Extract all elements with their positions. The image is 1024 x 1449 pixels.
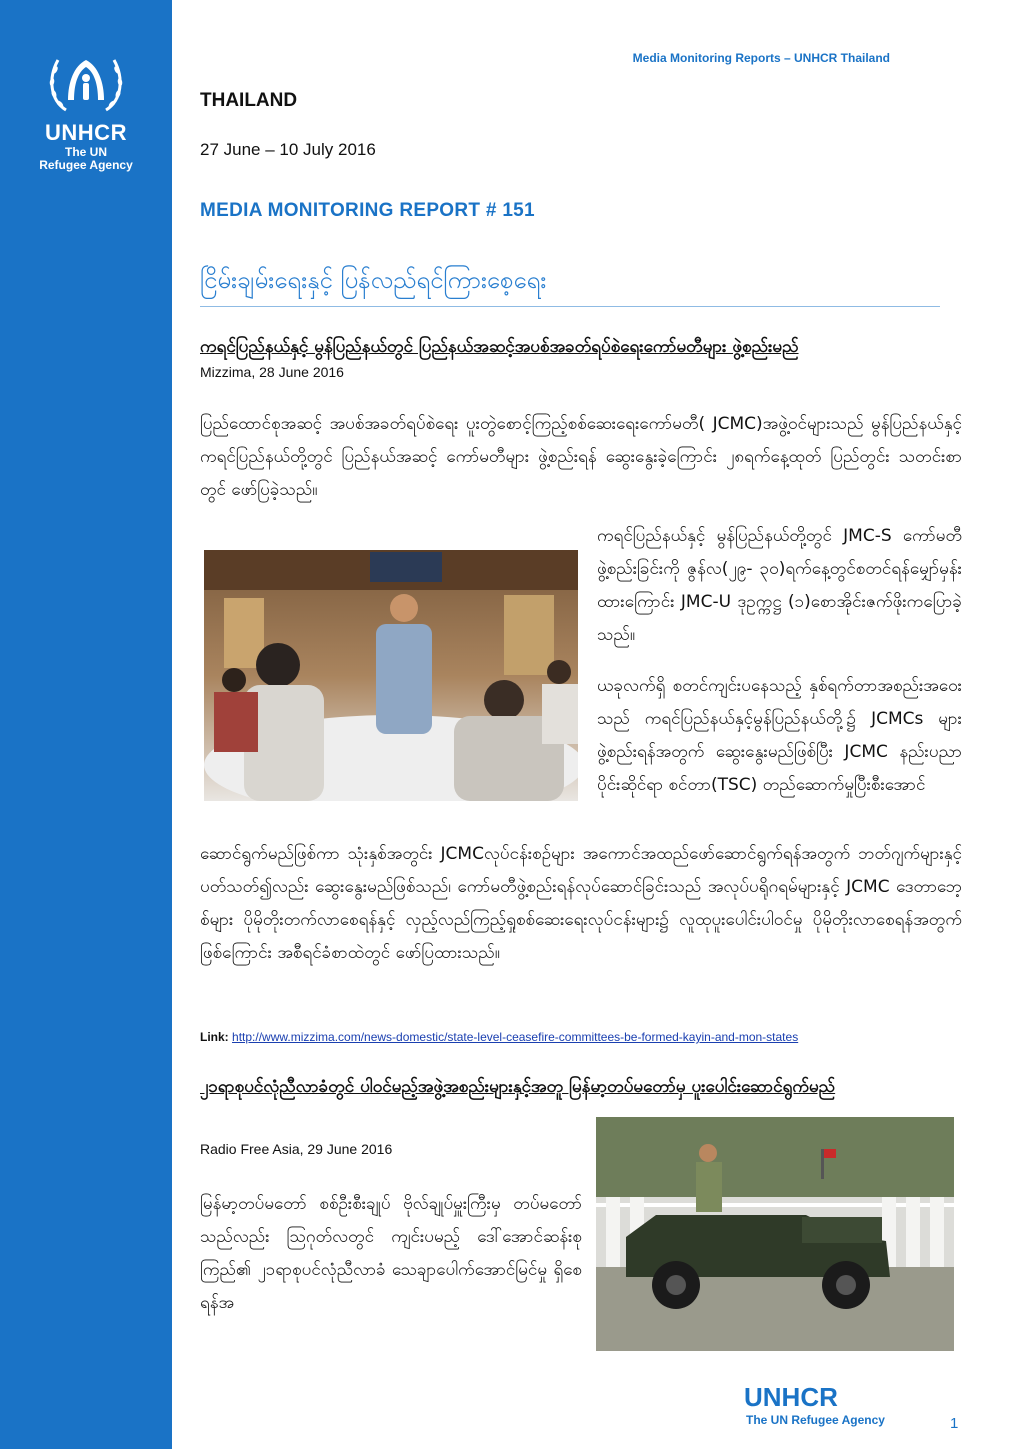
military-parade-image [596,1117,954,1351]
sidebar-tagline-1: The UN [65,145,107,159]
report-date-range: 27 June – 10 July 2016 [200,140,376,159]
article-1-headline: ကရင်ပြည်နယ်နှင့် မွန်ပြည်နယ်တွင် ပြည်နယ်အဆင့်အပစ်အခတ်ရပ်စဲရေးကော်မတီများ ဖွဲ့စည်းမည် [200,337,799,357]
article-2-paragraph-1: မြန်မာ့တပ်မတော် စစ်ဦးစီးချုပ် ဗိုလ်ချုပ်မှူးကြီးမှ တပ်မတော်သည်လည်း ဩဂုတ်လတွင် ကျင်းပမည့် ဒေါ်အောင်ဆန်းစုကြည်၏ ၂၁ရာစုပင်လုံညီလာခံ သေချာပေါက်အောင်မြင်မှု ရှိစေရန်အ [200,1194,582,1313]
article-1-paragraph-1: ပြည်ထောင်စုအဆင့် အပစ်အခတ်ရပ်စဲရေး ပူးတွဲစောင့်ကြည့်စစ်ဆေးရေးကော်မတီ( JCMC)အဖွဲ့ဝင်များသည် မွန်ပြည်နယ်နှင့် ကရင်ပြည်နယ်တို့တွင် ပြည်နယ်အဆင့် ကော်မတီများ ဖွဲ့စည်းရန် ဆွေးနွေးခဲ့ကြောင်း ၂၈ရက်နေ့ထုတ် ပြည်တွင်း သတင်းစာတွင် ဖော်ပြခဲ့သည်။ [200,414,962,500]
article-1-link[interactable]: http://www.mizzima.com/news-domestic/state-level-ceasefire-committees-be-formed-kayin-and-mon-states [232,1030,799,1044]
article-1-link-row [200,1030,798,1044]
meeting-photo-image [204,550,578,801]
article-1-paragraph-2: ကရင်ပြည်နယ်နှင့် မွန်ပြည်နယ်တို့တွင် JMC-S ကော်မတီဖွဲ့စည်းခြင်းကို ဇွန်လ(၂၉- ၃၀)ရက်နေ့တွင်စတင်ရန်မျှော်မှန်းထားကြောင်း JMC-U ဒုဥက္ကဋ္ဌ (၁)စောအိုင်းဇက်ဖိုးကပြောခဲ့သည်။ [597,526,962,645]
sidebar-tagline-2: Refugee Agency [39,158,133,172]
footer-tagline: The UN Refugee Agency [746,1413,885,1427]
report-title: MEDIA MONITORING REPORT # 151 [200,200,535,221]
article-1-paragraph-3: ယခုလက်ရှိ စတင်ကျင်းပနေသည့် နှစ်ရက်တာအစည်းအဝေးသည် ကရင်ပြည်နယ်နှင့်မွန်ပြည်နယ်တို့၌ JCMCs များဖွဲ့စည်းရန်အတွက် ဆွေးနွေးမည်ဖြစ်ပြီး JCMC နည်းပညာပိုင်းဆိုင်ရာ စင်တာ(TSC) တည်ဆောက်မှုပြီးစီးအောင် [597,676,962,795]
unhcr-emblem-icon [44,52,128,116]
sidebar-brand: UNHCR [45,120,127,145]
running-header: Media Monitoring Reports – UNHCR Thailand [632,51,890,65]
article-1-source: Mizzima, 28 June 2016 [200,364,344,380]
page-number: 1 [950,1415,959,1432]
country-heading: THAILAND [200,90,298,111]
link-label: Link: [200,1030,229,1044]
article-1-photo [204,550,578,801]
article-2-headline: ၂၁ရာစုပင်လုံညီလာခံတွင် ပါဝင်မည့်အဖွဲ့အစည်းများနှင့်အတူ မြန်မာ့တပ်မတော်မှ ပူးပေါင်းဆောင်ရွက်မည် [200,1077,836,1097]
section-title: ငြိမ်းချမ်းရေးနှင့် ပြန်လည်ရင်ကြားစေ့ရေး [200,264,940,307]
article-2-photo [596,1117,954,1351]
footer-brand: UNHCR [744,1382,838,1412]
sidebar [0,0,172,1449]
article-2-source: Radio Free Asia, 29 June 2016 [200,1141,393,1157]
footer-logo [744,1382,885,1427]
unhcr-logo [30,52,142,172]
article-1-paragraph-4: ဆောင်ရွက်မည်ဖြစ်ကာ သုံးနှစ်အတွင်း JCMCလုပ်ငန်းစဉ်များ အကောင်အထည်ဖော်ဆောင်ရွက်ရန်အတွက် ဘတ်ဂျက်များနှင့်ပတ်သတ်၍လည်း ဆွေးနွေးမည်ဖြစ်သည်၊ ကော်မတီဖွဲ့စည်းရန်လုပ်ဆောင်ခြင်းသည် အလုပ်ပရိုဂရမ်များနှင့် JCMC ဒေတာဘေ့စ်များ ပိုမိုတိုးတက်လာစေရန်နှင့် လှည့်လည်ကြည့်ရှုစစ်ဆေးရေးလုပ်ငန်းများ၌ လူထုပူးပေါင်းပါဝင်မှု ပိုမိုတိုးလာစေရန်အတွက်ဖြစ်ကြောင်း အစီရင်ခံစာထဲတွင် ဖော်ပြထားသည်။ [200,844,962,963]
